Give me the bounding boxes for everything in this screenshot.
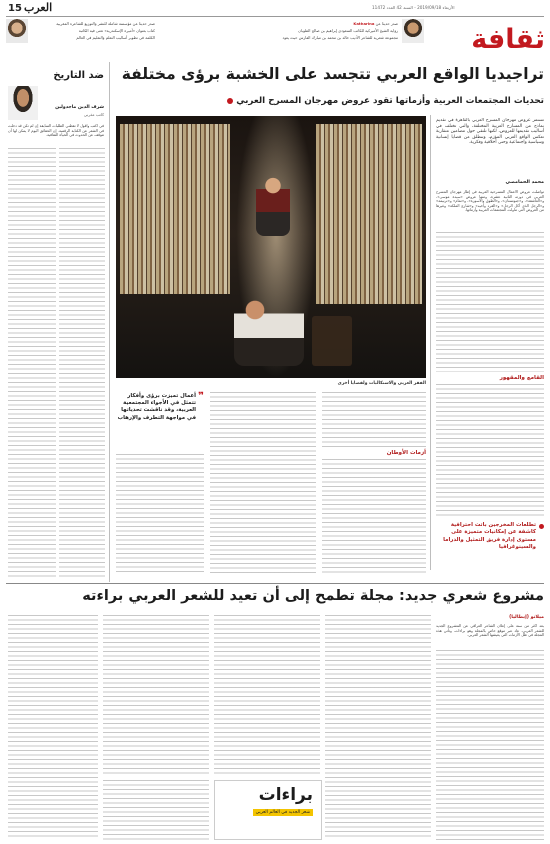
main-headline: تراجيديا الواقع العربي تتجسد على الخشبة برؤى مختلفة	[121, 65, 544, 83]
actor-seated	[234, 296, 304, 366]
bottom-body-col1	[436, 650, 544, 840]
bottom-byline: ميلانو (إيطاليا)	[509, 615, 544, 620]
section-title: ثقافة	[471, 24, 545, 55]
main-body-right	[436, 232, 544, 372]
bottom-headline: مشروع شعري جديد: مجلة تطمح إلى أن تعيد للشعر العربي براءته	[82, 588, 544, 604]
pull-quote: ❞ أعمال تميزت برؤى وأفكار تتمثل في الأجواء المجتمعية العربية، وقد ناقشت تحدياتها في مواجهة التطرف والإرهاب	[117, 391, 204, 421]
bottom-body-col3b	[103, 780, 209, 840]
bottom-body-col2	[325, 615, 431, 840]
bullet-icon	[227, 98, 233, 104]
contributor-avatar-left	[6, 19, 28, 43]
contributor-highlight: Katharina	[353, 21, 375, 26]
barat-tagline: شعر الجديد في العالم العربي	[253, 809, 313, 816]
main-subheadline: تحديات المجتمعات العربية وأزماتها تقود عروض مهرجان المسرح العربي	[130, 96, 544, 106]
side-article-heading: ضد التاريخ	[53, 70, 104, 81]
contributor-avatar-right	[402, 19, 424, 43]
header-divider	[6, 16, 544, 17]
page-number: 15	[8, 3, 22, 14]
photo-caption: الفقر العربي والاستكالبات ولقضايا أخرى	[337, 381, 426, 386]
date-line: الأربعاء 2019/09/18 - السنة 42 العدد 11472	[372, 5, 455, 10]
side-author-role: كاتب مغربي	[83, 112, 104, 117]
bookshelf-right	[316, 124, 422, 304]
main-body-col-a	[116, 454, 204, 574]
quote-mark-icon: ❞	[198, 391, 204, 402]
cross-head-1: القامع والمقهور	[499, 375, 544, 381]
barat-ad	[214, 780, 322, 840]
side-article-intro: في أكتب وأقول لا تقطني الطلبات السابقة إن لم تكن قد دخلت في الشعر عن الكتابة الرقمية. إن الحقائق اليوم لا يمكن لها أن تتوقف عن الحدوث في الحياة الثقافية.	[8, 124, 104, 137]
side-author-name: شرف الدين ماجدولين	[55, 105, 104, 110]
barat-logo: براءات	[258, 785, 313, 805]
bottom-body-col5	[8, 615, 98, 840]
main-body-col-b	[210, 392, 316, 574]
main-body-col-c2	[322, 459, 426, 574]
bottom-body-col3	[214, 615, 320, 775]
bottom-body-intro: بعد أكثر من سنة على إعلان الشاعر العراقي عن المشروع الجديد للشعر العربي، عاد عبر موقع خاص بالمجلة وهو براءات، وتأتي هذه المجلة في ظل الأزمات التي يعيشها الشعر العربي.	[436, 624, 544, 637]
main-author: محمد الحمامصي	[505, 180, 544, 185]
main-right-divider	[430, 115, 431, 570]
bottom-body-col4	[103, 615, 209, 775]
actor-standing	[256, 176, 290, 236]
side-article-body-col2	[59, 148, 105, 578]
bullet-icon-2	[539, 524, 544, 529]
side-author-photo	[8, 86, 38, 120]
masthead-logo: العرب	[24, 1, 53, 14]
main-body-col-c	[322, 392, 426, 447]
sub-highlight: تطلعات المخرجين باتت احترافية كاشفة عن إمكانيات متميزة على مستوى إدارة فريق التمثيل والدراما والسينوغرافيا	[436, 522, 544, 568]
cross-head-2: أزمات الأوطان	[386, 450, 426, 456]
contributor-text-right: صدر حديثا عن Katharina رواية الشيخ الأميركية للكاتب السعودي إبراهيم بن صالح الطوبان مجموعة شعرية للشاعر الأديب خالد بن محمد بن مبارك الفارس حيث يعود	[282, 21, 398, 40]
main-photo	[116, 116, 426, 378]
contributor-text-left: صدر حديثا عن مؤسسة شاملة للنشر والتوزيع للشاعرة المغربية كتاب بعنوان «أميرة الإسكندرية» تعنى فيه الكاتبة الكلمة في تطوير أساليب التعلم والتعليم في العالم	[56, 21, 155, 40]
main-body-start: تواصلت عروض الأعمال المسرحية العربية في إطار مهرجان المسرح العربي في دورته الثانية عشرة، ومنها عروض «سيدة موسى»، و«العاشقة»، و«جنونستان»، و«الطوق والأسورة»، و«تمام» و«ترنيمة» و«الرجل الذي أكل الرجل» و«القرد وأخيه» و«شارع الملكة» وغيرها من العروض التي تناولت المجتمعات العربية وأزماتها.	[436, 190, 544, 212]
side-article-body	[8, 148, 56, 578]
side-column-divider	[109, 62, 110, 582]
bottom-divider	[6, 583, 544, 584]
main-body-right-2	[436, 384, 544, 518]
bookshelf-left	[120, 124, 230, 294]
stage-chair	[312, 316, 352, 366]
main-lead: تستمر عروض مهرجان المسرح العربي بالقاهرة في تقديم نماذج من المسارح العربية المختلفة، والتي تختلف في أساليب تقديمها للعروض، لكنها تلتقي حول مضامين متقاربة تعكس الواقع العربي المؤزم، وتنطلق من قضايا إنسانية وسياسية واجتماعية وحتى أخلاقية وفكرية.	[436, 118, 544, 146]
